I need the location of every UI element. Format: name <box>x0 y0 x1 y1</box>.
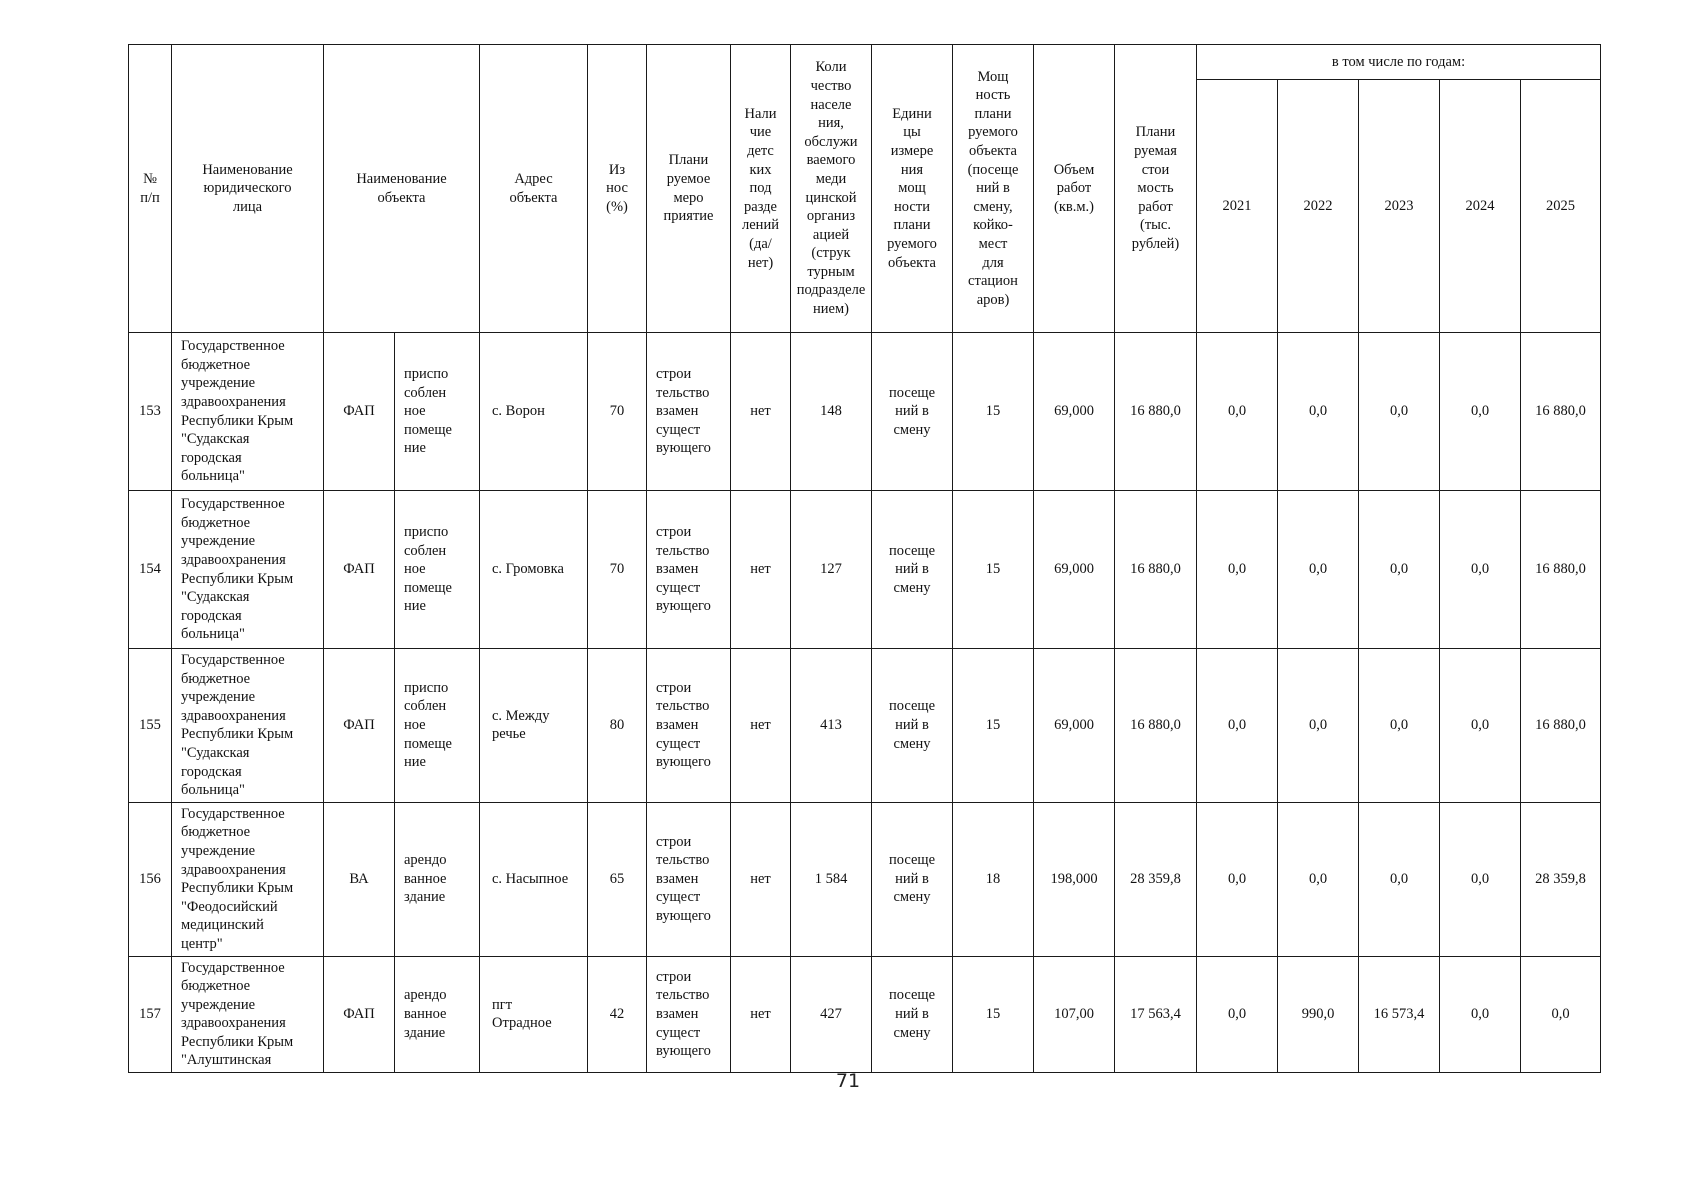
table-row <box>129 956 1601 1073</box>
cell-premises: приспо соблен ное помеще ние <box>395 649 480 803</box>
cell-2023: 0,0 <box>1359 491 1440 649</box>
cell-unit: посеще ний в смену <box>872 491 953 649</box>
cell-premises: приспо соблен ное помеще ние <box>395 491 480 649</box>
cell-capacity: 15 <box>953 491 1034 649</box>
cell-2021: 0,0 <box>1197 649 1278 803</box>
cell-2022: 0,0 <box>1278 333 1359 491</box>
cell-2024: 0,0 <box>1440 649 1521 803</box>
cell-address: пгт Отрадное <box>480 956 588 1073</box>
cell-population: 413 <box>791 649 872 803</box>
page-number: 71 <box>835 1070 861 1092</box>
table-row <box>129 333 1601 491</box>
header-capacity-unit: Едини цы измере ния мощ ности плани руемого объекта <box>872 45 953 333</box>
header-legal-name: Наименование юридического лица <box>172 45 324 333</box>
header-planned-measure: Плани руемое меро приятие <box>647 45 731 333</box>
cell-2024: 0,0 <box>1440 956 1521 1073</box>
cell-2021: 0,0 <box>1197 802 1278 956</box>
cell-2025: 16 880,0 <box>1521 333 1601 491</box>
cell-children: нет <box>731 333 791 491</box>
cell-object-type: ВА <box>324 802 395 956</box>
cell-premises: арендо ванное здание <box>395 802 480 956</box>
table-row <box>129 491 1601 649</box>
header-num: № п/п <box>129 45 172 333</box>
cell-2021: 0,0 <box>1197 491 1278 649</box>
cell-population: 148 <box>791 333 872 491</box>
cell-population: 427 <box>791 956 872 1073</box>
cell-2025: 16 880,0 <box>1521 649 1601 803</box>
cell-address: с. Громовка <box>480 491 588 649</box>
cell-2022: 0,0 <box>1278 802 1359 956</box>
cell-object-type: ФАП <box>324 649 395 803</box>
cell-unit: посеще ний в смену <box>872 956 953 1073</box>
cell-children: нет <box>731 491 791 649</box>
cell-wear: 80 <box>588 649 647 803</box>
cell-2024: 0,0 <box>1440 802 1521 956</box>
cell-object-type: ФАП <box>324 491 395 649</box>
investment-table <box>128 44 1601 1073</box>
cell-wear: 70 <box>588 491 647 649</box>
cell-legal-name: Государственное бюджетное учреждение здравоохранения Республики Крым "Судакская городская больница" <box>172 649 324 803</box>
cell-address: с. Ворон <box>480 333 588 491</box>
table-row <box>129 649 1601 803</box>
cell-wear: 42 <box>588 956 647 1073</box>
cell-num: 154 <box>129 491 172 649</box>
header-object-name: Наименование объекта <box>324 45 480 333</box>
cell-address: с. Между речье <box>480 649 588 803</box>
cell-2021: 0,0 <box>1197 956 1278 1073</box>
cell-measure: строи тельство взамен сущест вующего <box>647 802 731 956</box>
cell-measure: строи тельство взамен сущест вующего <box>647 649 731 803</box>
cell-cost: 16 880,0 <box>1115 491 1197 649</box>
header-year-2023: 2023 <box>1359 80 1440 333</box>
header-population: Коли чество населе ния, обслужи ваемого меди цинской организ ацией (струк турным подразделе нием) <box>791 45 872 333</box>
cell-children: нет <box>731 802 791 956</box>
cell-2025: 28 359,8 <box>1521 802 1601 956</box>
cell-num: 156 <box>129 802 172 956</box>
cell-2021: 0,0 <box>1197 333 1278 491</box>
cell-2022: 0,0 <box>1278 491 1359 649</box>
cell-cost: 16 880,0 <box>1115 333 1197 491</box>
cell-cost: 16 880,0 <box>1115 649 1197 803</box>
cell-children: нет <box>731 649 791 803</box>
cell-legal-name: Государственное бюджетное учреждение здравоохранения Республики Крым "Алуштинская <box>172 956 324 1073</box>
cell-capacity: 15 <box>953 333 1034 491</box>
cell-legal-name: Государственное бюджетное учреждение здравоохранения Республики Крым "Судакская городская больница" <box>172 333 324 491</box>
cell-unit: посеще ний в смену <box>872 649 953 803</box>
cell-measure: строи тельство взамен сущест вующего <box>647 956 731 1073</box>
table-row <box>129 802 1601 956</box>
cell-num: 157 <box>129 956 172 1073</box>
cell-object-type: ФАП <box>324 956 395 1073</box>
cell-num: 155 <box>129 649 172 803</box>
cell-measure: строи тельство взамен сущест вующего <box>647 333 731 491</box>
cell-legal-name: Государственное бюджетное учреждение здравоохранения Республики Крым "Феодосийский медицинский центр" <box>172 802 324 956</box>
cell-2025: 0,0 <box>1521 956 1601 1073</box>
header-wear: Из нос (%) <box>588 45 647 333</box>
cell-wear: 70 <box>588 333 647 491</box>
cell-measure: строи тельство взамен сущест вующего <box>647 491 731 649</box>
cell-capacity: 15 <box>953 956 1034 1073</box>
cell-volume: 198,000 <box>1034 802 1115 956</box>
cell-2025: 16 880,0 <box>1521 491 1601 649</box>
header-cost: Плани руемая стои мость работ (тыс. рублей) <box>1115 45 1197 333</box>
cell-cost: 28 359,8 <box>1115 802 1197 956</box>
cell-2022: 0,0 <box>1278 649 1359 803</box>
cell-volume: 107,00 <box>1034 956 1115 1073</box>
header-year-2024: 2024 <box>1440 80 1521 333</box>
cell-address: с. Насыпное <box>480 802 588 956</box>
cell-premises: приспо соблен ное помеще ние <box>395 333 480 491</box>
header-year-2022: 2022 <box>1278 80 1359 333</box>
cell-2022: 990,0 <box>1278 956 1359 1073</box>
cell-2024: 0,0 <box>1440 333 1521 491</box>
cell-unit: посеще ний в смену <box>872 333 953 491</box>
cell-legal-name: Государственное бюджетное учреждение здравоохранения Республики Крым "Судакская городская больница" <box>172 491 324 649</box>
cell-volume: 69,000 <box>1034 649 1115 803</box>
cell-volume: 69,000 <box>1034 333 1115 491</box>
header-children-units: Нали чие детс ких под разде лений (да/ нет) <box>731 45 791 333</box>
cell-num: 153 <box>129 333 172 491</box>
cell-population: 127 <box>791 491 872 649</box>
cell-children: нет <box>731 956 791 1073</box>
header-address: Адрес объекта <box>480 45 588 333</box>
header-by-years: в том числе по годам: <box>1197 45 1601 80</box>
cell-population: 1 584 <box>791 802 872 956</box>
cell-premises: арендо ванное здание <box>395 956 480 1073</box>
cell-capacity: 15 <box>953 649 1034 803</box>
cell-2024: 0,0 <box>1440 491 1521 649</box>
cell-wear: 65 <box>588 802 647 956</box>
cell-2023: 0,0 <box>1359 802 1440 956</box>
cell-cost: 17 563,4 <box>1115 956 1197 1073</box>
cell-2023: 0,0 <box>1359 649 1440 803</box>
cell-volume: 69,000 <box>1034 491 1115 649</box>
cell-2023: 16 573,4 <box>1359 956 1440 1073</box>
header-year-2025: 2025 <box>1521 80 1601 333</box>
header-volume: Объем работ (кв.м.) <box>1034 45 1115 333</box>
cell-capacity: 18 <box>953 802 1034 956</box>
cell-object-type: ФАП <box>324 333 395 491</box>
header-year-2021: 2021 <box>1197 80 1278 333</box>
cell-2023: 0,0 <box>1359 333 1440 491</box>
header-capacity: Мощ ность плани руемого объекта (посеще ний в смену, койко- мест для стацион аров) <box>953 45 1034 333</box>
cell-unit: посеще ний в смену <box>872 802 953 956</box>
